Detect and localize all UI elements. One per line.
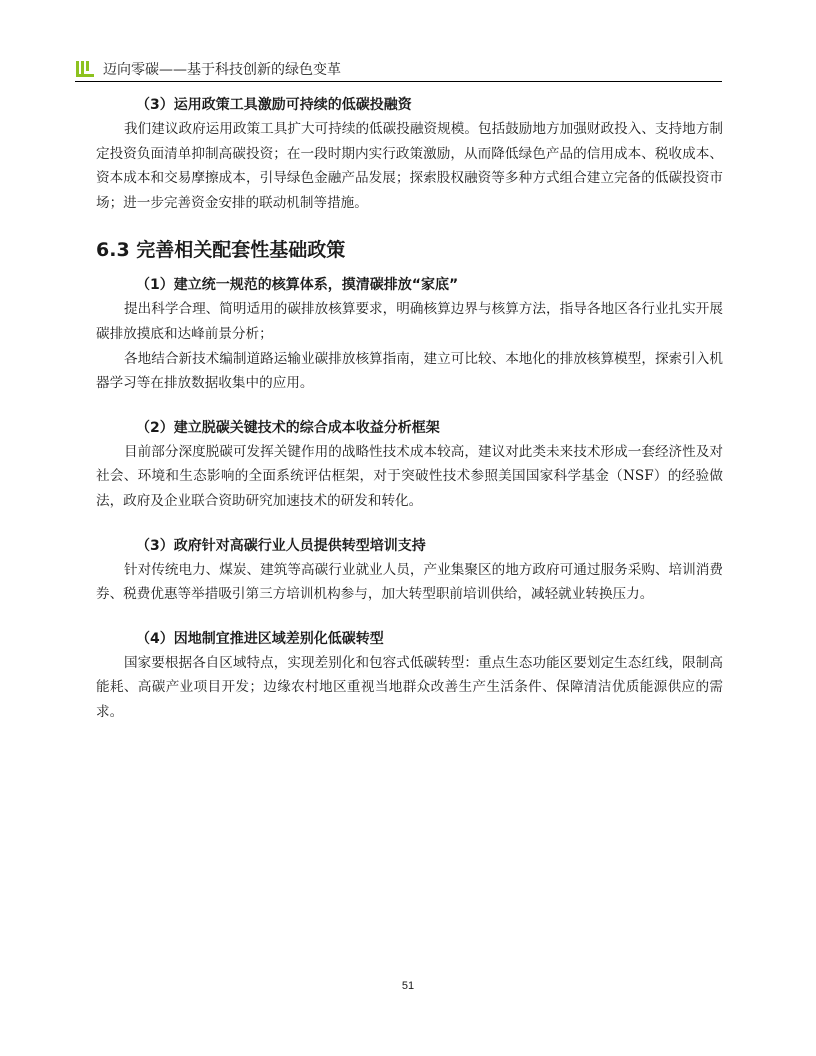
paragraph-low-carbon-finance: 我们建议政府运用政策工具扩大可持续的低碳投融资规模。包括鼓励地方加强财政投入、支持地方制定投资负面清单抑制高碳投资；在一段时期内实行政策激励，从而降低绿色产品的信用成本、税收成本、资本成本和交易摩擦成本，引导绿色金融产品发展；探索股权融资等多种方式组合建立完备的低碳投资市场；进一步完善资金安排的联动机制等措施。 — [96, 121, 723, 211]
paragraph-accounting-requirements: 提出科学合理、简明适用的碳排放核算要求，明确核算边界与核算方法，指导各地区各行业扎实开展碳排放摸底和达峰前景分析； — [96, 301, 723, 342]
header-divider — [75, 81, 722, 82]
page-number: 51 — [401, 980, 415, 992]
page-header — [75, 58, 722, 80]
subheading-3-transition-training: （3）政府针对高碳行业人员提供转型培训支持 — [136, 537, 426, 554]
logo-icon — [75, 60, 95, 78]
subheading-1-accounting-system: （1）建立统一规范的核算体系，摸清碳排放“家底” — [136, 277, 459, 294]
subheading-4-regional-transition: （4）因地制宜推进区域差别化低碳转型 — [136, 630, 384, 647]
paragraph-regional-transition: 国家要根据各自区域特点，实现差别化和包容式低碳转型：重点生态功能区要划定生态红线，限制高能耗、高碳产业项目开发；边缘农村地区重视当地群众改善生产生活条件、保障清洁优质能源供应的需求。 — [96, 654, 723, 720]
page-content — [96, 92, 723, 725]
subheading-2-cost-benefit-framework: （2）建立脱碳关键技术的综合成本收益分析框架 — [136, 419, 440, 436]
section-title-6-3: 6.3 完善相关配套性基础政策 — [96, 239, 346, 262]
paragraph-accounting-guidelines: 各地结合新技术编制道路运输业碳排放核算指南，建立可比较、本地化的排放核算模型，探索引入机器学习等在排放数据收集中的应用。 — [96, 350, 723, 392]
paragraph-transition-training: 针对传统电力、煤炭、建筑等高碳行业就业人员，产业集聚区的地方政府可通过服务采购、培训消费券、税费优惠等举措吸引第三方培训机构参与，加大转型职前培训供给，减轻就业转换压力。 — [96, 561, 723, 603]
paragraph-cost-benefit-framework: 目前部分深度脱碳可发挥关键作用的战略性技术成本较高，建议对此类未来技术形成一套经济性及对社会、环境和生态影响的全面系统评估框架，对于突破性技术参照美国国家科学基金（NSF）的经验做法，政府及企业联合资助研究加速技术的研发和转化。 — [96, 443, 723, 509]
subheading-3-low-carbon-finance: （3）运用政策工具激励可持续的低碳投融资 — [136, 97, 412, 113]
header-title: 迈向零碳——基于科技创新的绿色变革 — [103, 62, 341, 78]
